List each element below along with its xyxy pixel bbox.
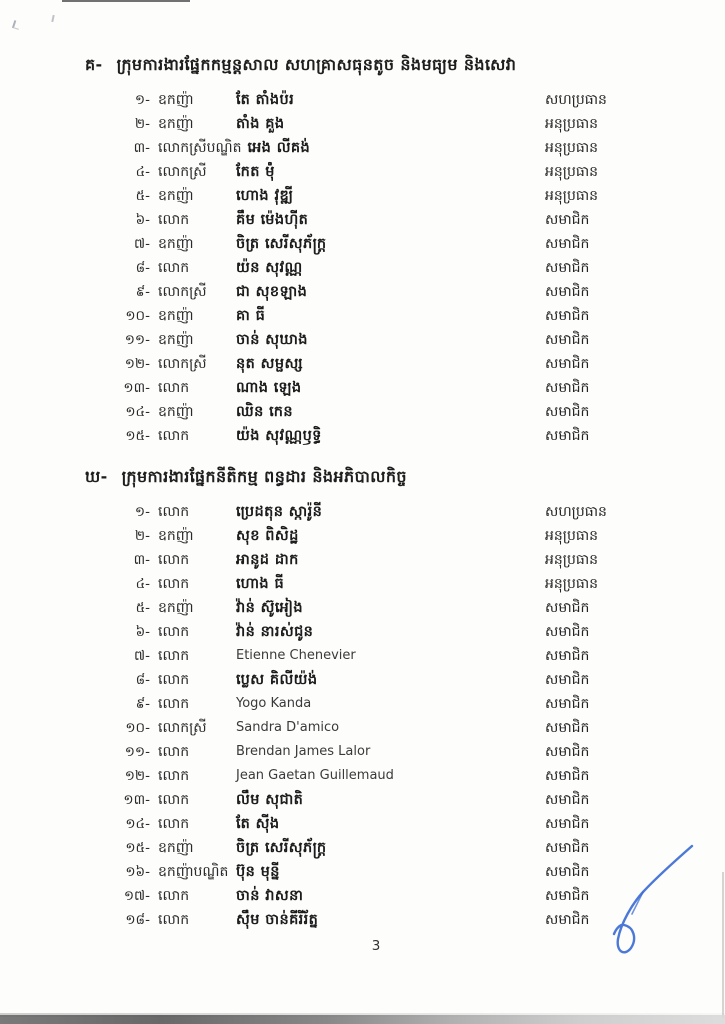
member-honorific: ឧកញ៉ា: [158, 404, 194, 420]
member-row: [0, 328, 725, 352]
member-name: ចាន់ សុឃាង: [236, 332, 308, 348]
member-role: សហប្រធាន: [545, 504, 607, 520]
member-list: [0, 88, 725, 448]
member-name: វ៉ាន់ នារស់ជូន: [236, 624, 314, 640]
member-name: ចាន់ វាសនា: [236, 888, 304, 904]
member-number: ១៤-: [125, 404, 150, 420]
member-honorific: លោកស្រី: [158, 284, 207, 300]
member-row: [0, 424, 725, 448]
member-role: សមាជិក: [545, 840, 590, 856]
member-honorific: លោក: [158, 792, 190, 808]
scan-artifact-speck: [51, 15, 54, 22]
member-name: ចិត្រ សេរីសុភ័ក្ត្រ: [236, 236, 327, 252]
member-name: Sandra D'amico: [236, 720, 340, 735]
member-row: [0, 524, 725, 548]
member-role: សមាជិក: [545, 912, 590, 928]
member-name: នុត សម្ផស្ស: [236, 356, 303, 372]
member-honorific: ឧកញ៉ា: [158, 116, 194, 132]
section-letter: ឃ-: [85, 467, 114, 486]
member-honorific: លោក: [158, 624, 190, 640]
member-row: [0, 352, 725, 376]
member-name: អានូដ ដាក: [236, 552, 299, 568]
member-number: ១០-: [125, 308, 150, 324]
member-role: សមាជិក: [545, 744, 590, 760]
member-role: សមាជិក: [545, 648, 590, 664]
member-number: ១២-: [124, 356, 150, 372]
member-number: ១៧-: [123, 888, 150, 904]
member-role: សមាជិក: [545, 236, 590, 252]
member-name: ប៊ុន មុន្នី: [236, 864, 280, 880]
member-name: ហោង វុឌ្ឍី: [236, 188, 294, 204]
member-role: សមាជិក: [545, 380, 590, 396]
scan-artifact-edge: [722, 872, 724, 1018]
member-number: ១៣-: [123, 380, 150, 396]
member-role: សមាជិក: [545, 308, 590, 324]
member-honorific: លោក: [158, 552, 190, 568]
member-honorific: លោក: [158, 380, 190, 396]
member-honorific: ឧកញ៉ា: [158, 840, 194, 856]
member-number: ២-: [134, 528, 150, 544]
member-honorific: ឧកញ៉ា: [158, 92, 194, 108]
member-name: Yogo Kanda: [236, 696, 312, 711]
working-group-section: [0, 50, 725, 448]
member-number: ៥-: [135, 600, 150, 616]
member-row: [0, 304, 725, 328]
member-name: គឹម ម៉េងហ៊ីត: [236, 212, 309, 228]
member-row: [0, 572, 725, 596]
member-role: អនុប្រធាន: [545, 552, 599, 568]
member-row: [0, 88, 725, 112]
member-number: ១១-: [124, 332, 150, 348]
member-number: ១០-: [125, 720, 150, 736]
member-name: តែ ស៊ីង: [236, 816, 280, 832]
page-number: 3: [371, 938, 381, 954]
member-role: សមាជិក: [545, 356, 590, 372]
member-number: ៦-: [135, 212, 150, 228]
member-row: [0, 764, 725, 788]
member-row: [0, 716, 725, 740]
member-role: សមាជិក: [545, 864, 590, 880]
member-name: Jean Gaetan Guillemaud: [236, 768, 394, 783]
member-row: [0, 400, 725, 424]
member-honorific: ឧកញ៉ា: [158, 600, 194, 616]
member-row: [0, 692, 725, 716]
member-row: [0, 208, 725, 232]
member-row: [0, 788, 725, 812]
member-name: ហោង ធី: [236, 576, 285, 592]
member-name: យ៉ន សុវណ្ណ: [236, 260, 303, 276]
member-name: សុខ ពិសិដ្ឋ: [236, 528, 299, 544]
member-row: [0, 184, 725, 208]
member-role: សមាជិក: [545, 768, 590, 784]
member-row: [0, 500, 725, 524]
member-name: ណាង ឡេង: [236, 380, 302, 396]
member-number: ៩-: [135, 284, 150, 300]
member-role: សមាជិក: [545, 212, 590, 228]
member-number: ១៥-: [125, 840, 150, 856]
member-honorific: ឧកញ៉ា: [158, 236, 194, 252]
member-row: [0, 280, 725, 304]
member-honorific: លោកស្រី: [158, 356, 207, 372]
member-row: [0, 256, 725, 280]
member-honorific: ឧកញ៉ា: [158, 528, 194, 544]
pen-signature-mark: [580, 830, 725, 980]
member-name: ជា សុខឡាង: [236, 284, 308, 300]
member-honorific: លោក: [158, 888, 190, 904]
member-number: ៣-: [133, 140, 150, 156]
member-row: [0, 620, 725, 644]
member-number: ១៣-: [123, 792, 150, 808]
member-name: លឹម សុជាតិ: [236, 792, 304, 808]
member-row: [0, 160, 725, 184]
member-name: តាំង គួង: [236, 116, 285, 132]
member-name: យ៉ង សុវណ្ណឫទ្ធិ: [236, 428, 322, 444]
member-number: ៣-: [133, 552, 150, 568]
member-honorific: ឧកញ៉ា: [158, 332, 194, 348]
scan-artifact-top-line: [62, 0, 190, 2]
section-heading: [0, 462, 725, 492]
member-role: សមាជិក: [545, 624, 590, 640]
member-number: ១-: [134, 504, 150, 520]
scan-artifact-speck: [12, 20, 21, 30]
scan-artifact-bottom-band: [0, 1015, 725, 1024]
member-name: ឈិន កេន: [236, 404, 293, 420]
member-honorific: លោក: [158, 648, 190, 664]
section-letter: គ-: [85, 55, 109, 74]
member-honorific: លោក: [158, 260, 190, 276]
member-row: [0, 136, 725, 160]
member-role: អនុប្រធាន: [545, 140, 599, 156]
member-number: ៨-: [135, 260, 150, 276]
member-row: [0, 668, 725, 692]
member-role: សមាជិក: [545, 600, 590, 616]
member-number: ៧-: [134, 648, 150, 664]
member-row: [0, 740, 725, 764]
member-honorific: ឧកញ៉ាបណ្ឌិត: [158, 864, 229, 880]
member-role: សមាជិក: [545, 792, 590, 808]
member-name: ចិត្រ សេរីសុភ័ក្ត្រ: [236, 840, 327, 856]
member-honorific: លោក: [158, 428, 190, 444]
member-honorific: លោក: [158, 744, 190, 760]
member-number: ៩-: [135, 696, 150, 712]
member-role: សមាជិក: [545, 696, 590, 712]
section-heading: [0, 50, 725, 80]
member-honorific: ឧកញ៉ា: [158, 188, 194, 204]
member-name: កែត ម៉ុំ: [236, 164, 275, 180]
member-role: សមាជិក: [545, 720, 590, 736]
member-role: សមាជិក: [545, 332, 590, 348]
section-title: ក្រុមការងារផ្នែកកម្មន្តសាល សហគ្រាសធុនតូច និងមធ្យម និងសេវា: [116, 55, 517, 74]
member-honorific: លោក: [158, 816, 190, 832]
member-name: គា ធី: [236, 308, 266, 324]
member-role: សមាជិក: [545, 284, 590, 300]
member-row: [0, 232, 725, 256]
member-role: សមាជិក: [545, 428, 590, 444]
member-role: អនុប្រធាន: [545, 576, 599, 592]
member-row: [0, 644, 725, 668]
member-name: វ៉ាន់ ស៊ូអៀង: [236, 600, 303, 616]
member-role: សហប្រធាន: [545, 92, 607, 108]
member-name: Brendan James Lalor: [236, 744, 371, 759]
member-honorific: ឧកញ៉ា: [158, 308, 194, 324]
member-number: ១៦-: [125, 864, 150, 880]
member-name: Etienne Chenevier: [236, 648, 356, 663]
member-name: ស៊ឹម ចាន់គីរីរ័ត្ន: [236, 912, 319, 928]
member-honorific: លោក: [158, 212, 190, 228]
member-number: ១១-: [124, 744, 150, 760]
member-role: សមាជិក: [545, 260, 590, 276]
member-role: សមាជិក: [545, 672, 590, 688]
member-honorific: លោក: [158, 504, 190, 520]
member-honorific: លោក: [158, 696, 190, 712]
member-role: សមាជិក: [545, 888, 590, 904]
member-row: [0, 112, 725, 136]
member-number: ១៤-: [125, 816, 150, 832]
member-honorific: លោកស្រីបណ្ឌិត: [158, 140, 242, 156]
member-honorific: លោកស្រី: [158, 720, 207, 736]
member-number: ៥-: [135, 188, 150, 204]
member-name: អេង លីគង់: [247, 140, 311, 156]
member-number: ១៥-: [125, 428, 150, 444]
member-role: សមាជិក: [545, 404, 590, 420]
member-number: ១-: [134, 92, 150, 108]
member-number: ៦-: [135, 624, 150, 640]
member-row: [0, 548, 725, 572]
member-role: អនុប្រធាន: [545, 528, 599, 544]
member-honorific: លោកស្រី: [158, 164, 207, 180]
member-name: ប្លេស គិលីយ៉ង់: [236, 672, 318, 688]
member-role: អនុប្រធាន: [545, 164, 599, 180]
member-role: អនុប្រធាន: [545, 116, 599, 132]
member-number: ១៨-: [125, 912, 150, 928]
member-role: សមាជិក: [545, 816, 590, 832]
member-row: [0, 376, 725, 400]
member-honorific: លោក: [158, 576, 190, 592]
member-number: ៤-: [135, 164, 150, 180]
member-number: ៧-: [134, 236, 150, 252]
member-number: ៨-: [135, 672, 150, 688]
member-row: [0, 596, 725, 620]
member-name: ប្រេដតុន ស្ការ៉ូនី: [236, 504, 323, 520]
member-honorific: លោក: [158, 672, 190, 688]
member-number: ២-: [134, 116, 150, 132]
member-name: តែ តាំងប៉រ: [236, 92, 295, 108]
section-title: ក្រុមការងារផ្នែកនីតិកម្ម ពន្ធដារ និងអភិបាលកិច្ច: [121, 467, 407, 486]
member-number: ១២-: [124, 768, 150, 784]
member-honorific: លោក: [158, 768, 190, 784]
member-role: អនុប្រធាន: [545, 188, 599, 204]
member-number: ៤-: [135, 576, 150, 592]
member-honorific: លោក: [158, 912, 190, 928]
